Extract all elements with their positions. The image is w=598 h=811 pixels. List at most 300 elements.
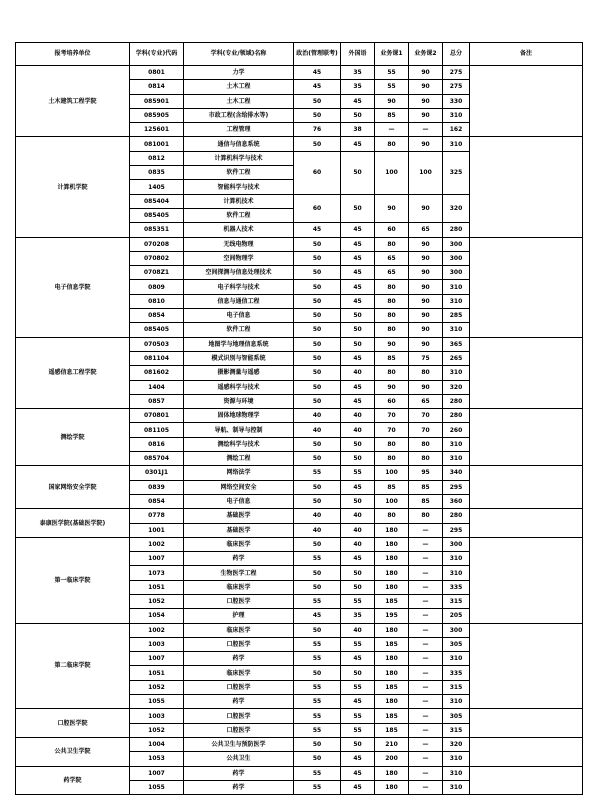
course1-cell: 100	[375, 151, 409, 194]
politics-cell: 55	[294, 780, 341, 794]
total-cell: 300	[443, 251, 470, 265]
name-cell: 网络空间安全	[184, 480, 294, 494]
course2-cell: 80	[409, 366, 443, 380]
foreign-cell: 40	[341, 623, 375, 637]
foreign-cell: 40	[341, 509, 375, 523]
header-course2: 业务课2	[409, 43, 443, 66]
table-row	[16, 409, 583, 423]
code-cell: 081105	[130, 423, 184, 437]
politics-cell: 50	[294, 566, 341, 580]
course1-cell: 85	[375, 480, 409, 494]
politics-cell: 55	[294, 552, 341, 566]
total-cell: 315	[443, 594, 470, 608]
course1-cell: —	[375, 123, 409, 137]
foreign-cell: 35	[341, 80, 375, 94]
remarks-cell	[470, 537, 583, 623]
name-cell: 口腔医学	[184, 680, 294, 694]
course2-cell: 90	[409, 94, 443, 108]
politics-cell: 40	[294, 423, 341, 437]
course1-cell: 180	[375, 623, 409, 637]
name-cell: 软件工程	[184, 208, 294, 222]
code-cell: 1001	[130, 523, 184, 537]
foreign-cell: 55	[341, 637, 375, 651]
department-cell: 遥感信息工程学院	[16, 337, 130, 408]
table-row	[16, 709, 583, 723]
course2-cell: 75	[409, 351, 443, 365]
code-cell: 081104	[130, 351, 184, 365]
code-cell: 070801	[130, 409, 184, 423]
total-cell: 300	[443, 237, 470, 251]
foreign-cell: 50	[341, 337, 375, 351]
politics-cell: 50	[294, 366, 341, 380]
code-cell: 1051	[130, 666, 184, 680]
total-cell: 295	[443, 523, 470, 537]
name-cell: 土木工程	[184, 80, 294, 94]
course1-cell: 60	[375, 394, 409, 408]
course2-cell: 85	[409, 480, 443, 494]
course2-cell: 90	[409, 323, 443, 337]
politics-cell: 50	[294, 623, 341, 637]
foreign-cell: 50	[341, 737, 375, 751]
code-cell: 085405	[130, 208, 184, 222]
total-cell: 310	[443, 137, 470, 151]
course2-cell: 65	[409, 394, 443, 408]
course2-cell: —	[409, 780, 443, 794]
politics-cell: 50	[294, 294, 341, 308]
name-cell: 电子科学与技术	[184, 280, 294, 294]
total-cell: 315	[443, 723, 470, 737]
course2-cell: 90	[409, 294, 443, 308]
code-cell: 0812	[130, 151, 184, 165]
course1-cell: 180	[375, 523, 409, 537]
name-cell: 口腔医学	[184, 723, 294, 737]
code-cell: 085405	[130, 323, 184, 337]
course2-cell: 90	[409, 237, 443, 251]
code-cell: 1073	[130, 566, 184, 580]
politics-cell: 50	[294, 108, 341, 122]
remarks-cell	[470, 709, 583, 738]
politics-cell: 50	[294, 494, 341, 508]
name-cell: 通信与信息系统	[184, 137, 294, 151]
course2-cell: 90	[409, 309, 443, 323]
total-cell: 280	[443, 394, 470, 408]
politics-cell: 50	[294, 309, 341, 323]
course1-cell: 180	[375, 666, 409, 680]
total-cell: 320	[443, 194, 470, 223]
course2-cell: —	[409, 552, 443, 566]
politics-cell: 50	[294, 280, 341, 294]
code-cell: 070802	[130, 251, 184, 265]
politics-cell: 55	[294, 594, 341, 608]
foreign-cell: 45	[341, 266, 375, 280]
total-cell: 265	[443, 351, 470, 365]
code-cell: 1007	[130, 766, 184, 780]
name-cell: 电子信息	[184, 309, 294, 323]
table-row	[16, 66, 583, 80]
name-cell: 药学	[184, 766, 294, 780]
course1-cell: 180	[375, 580, 409, 594]
course1-cell: 90	[375, 380, 409, 394]
remarks-cell	[470, 466, 583, 509]
name-cell: 药学	[184, 695, 294, 709]
header-unit: 报考培养单位	[16, 43, 130, 66]
course1-cell: 185	[375, 680, 409, 694]
foreign-cell: 40	[341, 366, 375, 380]
total-cell: 335	[443, 580, 470, 594]
total-cell: 335	[443, 666, 470, 680]
course2-cell: —	[409, 523, 443, 537]
course1-cell: 60	[375, 223, 409, 237]
course1-cell: 70	[375, 409, 409, 423]
course1-cell: 185	[375, 594, 409, 608]
total-cell: 320	[443, 737, 470, 751]
code-cell: 0809	[130, 280, 184, 294]
course1-cell: 80	[375, 366, 409, 380]
course2-cell: —	[409, 123, 443, 137]
total-cell: 310	[443, 280, 470, 294]
total-cell: 310	[443, 766, 470, 780]
remarks-cell	[470, 409, 583, 466]
course1-cell: 90	[375, 337, 409, 351]
code-cell: 081602	[130, 366, 184, 380]
code-cell: 0810	[130, 294, 184, 308]
foreign-cell: 45	[341, 94, 375, 108]
name-cell: 口腔医学	[184, 709, 294, 723]
name-cell: 临床医学	[184, 666, 294, 680]
foreign-cell: 35	[341, 609, 375, 623]
foreign-cell: 45	[341, 280, 375, 294]
name-cell: 药学	[184, 780, 294, 794]
foreign-cell: 50	[341, 151, 375, 194]
course2-cell: 80	[409, 509, 443, 523]
department-cell: 电子信息学院	[16, 237, 130, 337]
foreign-cell: 38	[341, 123, 375, 137]
name-cell: 公共卫生	[184, 752, 294, 766]
total-cell: 295	[443, 480, 470, 494]
code-cell: 1002	[130, 623, 184, 637]
politics-cell: 50	[294, 237, 341, 251]
politics-cell: 55	[294, 652, 341, 666]
course1-cell: 180	[375, 537, 409, 551]
table-row	[16, 537, 583, 551]
foreign-cell: 45	[341, 137, 375, 151]
remarks-cell	[470, 66, 583, 137]
foreign-cell: 45	[341, 766, 375, 780]
remarks-cell	[470, 623, 583, 709]
course1-cell: 185	[375, 723, 409, 737]
code-cell: 0814	[130, 80, 184, 94]
remarks-cell	[470, 137, 583, 237]
department-cell: 第二临床学院	[16, 623, 130, 709]
name-cell: 软件工程	[184, 166, 294, 180]
name-cell: 无线电物理	[184, 237, 294, 251]
foreign-cell: 55	[341, 709, 375, 723]
course1-cell: 200	[375, 752, 409, 766]
total-cell: 310	[443, 780, 470, 794]
foreign-cell: 50	[341, 309, 375, 323]
politics-cell: 50	[294, 737, 341, 751]
header-remarks: 备注	[470, 43, 583, 66]
politics-cell: 40	[294, 523, 341, 537]
course2-cell: —	[409, 680, 443, 694]
department-cell: 第一临床学院	[16, 537, 130, 623]
total-cell: 280	[443, 223, 470, 237]
total-cell: 320	[443, 380, 470, 394]
name-cell: 网络法学	[184, 466, 294, 480]
politics-cell: 50	[294, 380, 341, 394]
code-cell: 1003	[130, 637, 184, 651]
course2-cell: 90	[409, 380, 443, 394]
remarks-cell	[470, 766, 583, 795]
politics-cell: 50	[294, 94, 341, 108]
foreign-cell: 45	[341, 351, 375, 365]
code-cell: 1007	[130, 552, 184, 566]
foreign-cell: 55	[341, 466, 375, 480]
total-cell: 310	[443, 566, 470, 580]
politics-cell: 60	[294, 194, 341, 223]
total-cell: 205	[443, 609, 470, 623]
name-cell: 公共卫生与预防医学	[184, 737, 294, 751]
name-cell: 地图学与地理信息系统	[184, 337, 294, 351]
course1-cell: 210	[375, 737, 409, 751]
code-cell: 0854	[130, 494, 184, 508]
course1-cell: 80	[375, 309, 409, 323]
code-cell: 1052	[130, 680, 184, 694]
course1-cell: 65	[375, 251, 409, 265]
politics-cell: 45	[294, 609, 341, 623]
foreign-cell: 50	[341, 494, 375, 508]
total-cell: 310	[443, 108, 470, 122]
course1-cell: 180	[375, 766, 409, 780]
code-cell: 1051	[130, 580, 184, 594]
course2-cell: —	[409, 537, 443, 551]
table-row	[16, 466, 583, 480]
course1-cell: 100	[375, 466, 409, 480]
course2-cell: 95	[409, 466, 443, 480]
course2-cell: 90	[409, 80, 443, 94]
code-cell: 1002	[130, 537, 184, 551]
total-cell: 285	[443, 309, 470, 323]
total-cell: 260	[443, 423, 470, 437]
code-cell: 0835	[130, 166, 184, 180]
course1-cell: 180	[375, 780, 409, 794]
code-cell: 1003	[130, 709, 184, 723]
course1-cell: 195	[375, 609, 409, 623]
politics-cell: 55	[294, 709, 341, 723]
course1-cell: 80	[375, 237, 409, 251]
department-cell: 药学院	[16, 766, 130, 795]
code-cell: 085404	[130, 194, 184, 208]
course2-cell: —	[409, 666, 443, 680]
politics-cell: 45	[294, 66, 341, 80]
foreign-cell: 50	[341, 666, 375, 680]
total-cell: 365	[443, 337, 470, 351]
total-cell: 315	[443, 680, 470, 694]
foreign-cell: 45	[341, 695, 375, 709]
politics-cell: 60	[294, 151, 341, 194]
course1-cell: 85	[375, 108, 409, 122]
politics-cell: 50	[294, 266, 341, 280]
name-cell: 智能科学与技术	[184, 180, 294, 194]
foreign-cell: 50	[341, 323, 375, 337]
politics-cell: 50	[294, 666, 341, 680]
total-cell: 305	[443, 637, 470, 651]
code-cell: 0854	[130, 309, 184, 323]
course2-cell: 90	[409, 66, 443, 80]
table-row	[16, 337, 583, 351]
course1-cell: 80	[375, 437, 409, 451]
foreign-cell: 55	[341, 723, 375, 737]
foreign-cell: 50	[341, 437, 375, 451]
name-cell: 市政工程(含给排水等)	[184, 108, 294, 122]
course1-cell: 100	[375, 494, 409, 508]
course2-cell: —	[409, 609, 443, 623]
foreign-cell: 40	[341, 537, 375, 551]
foreign-cell: 50	[341, 108, 375, 122]
course2-cell: —	[409, 709, 443, 723]
total-cell: 330	[443, 94, 470, 108]
politics-cell: 50	[294, 480, 341, 494]
code-cell: 1052	[130, 723, 184, 737]
course1-cell: 80	[375, 509, 409, 523]
foreign-cell: 35	[341, 66, 375, 80]
total-cell: 310	[443, 323, 470, 337]
course2-cell: —	[409, 566, 443, 580]
total-cell: 305	[443, 709, 470, 723]
politics-cell: 45	[294, 223, 341, 237]
politics-cell: 50	[294, 137, 341, 151]
course2-cell: 90	[409, 251, 443, 265]
name-cell: 临床医学	[184, 580, 294, 594]
politics-cell: 76	[294, 123, 341, 137]
course1-cell: 180	[375, 566, 409, 580]
course1-cell: 80	[375, 294, 409, 308]
table-row	[16, 766, 583, 780]
politics-cell: 50	[294, 351, 341, 365]
code-cell: 0778	[130, 509, 184, 523]
header-foreign: 外国语	[341, 43, 375, 66]
name-cell: 临床医学	[184, 623, 294, 637]
name-cell: 摄影测量与遥感	[184, 366, 294, 380]
total-cell: 360	[443, 494, 470, 508]
course2-cell: 90	[409, 266, 443, 280]
name-cell: 软件工程	[184, 323, 294, 337]
code-cell: 085901	[130, 94, 184, 108]
code-cell: 1055	[130, 780, 184, 794]
name-cell: 药学	[184, 552, 294, 566]
course2-cell: —	[409, 737, 443, 751]
foreign-cell: 45	[341, 294, 375, 308]
foreign-cell: 45	[341, 480, 375, 494]
remarks-cell	[470, 237, 583, 337]
total-cell: 310	[443, 752, 470, 766]
course2-cell: —	[409, 766, 443, 780]
department-cell: 国家网络安全学院	[16, 466, 130, 509]
code-cell: 070503	[130, 337, 184, 351]
admission-score-table	[15, 42, 582, 795]
course2-cell: —	[409, 580, 443, 594]
header-code: 学科(专业)代码	[130, 43, 184, 66]
table-row	[16, 137, 583, 151]
department-cell: 泰康医学院(基础医学院)	[16, 509, 130, 538]
course1-cell: 180	[375, 695, 409, 709]
foreign-cell: 45	[341, 780, 375, 794]
table-row	[16, 509, 583, 523]
code-cell: 1052	[130, 594, 184, 608]
course1-cell: 90	[375, 94, 409, 108]
foreign-cell: 45	[341, 752, 375, 766]
course2-cell: 80	[409, 437, 443, 451]
department-cell: 公共卫生学院	[16, 737, 130, 766]
department-cell: 口腔医学院	[16, 709, 130, 738]
total-cell: 310	[443, 294, 470, 308]
foreign-cell: 40	[341, 423, 375, 437]
foreign-cell: 40	[341, 409, 375, 423]
course2-cell: —	[409, 637, 443, 651]
total-cell: 300	[443, 537, 470, 551]
course1-cell: 90	[375, 194, 409, 223]
total-cell: 310	[443, 552, 470, 566]
name-cell: 口腔医学	[184, 637, 294, 651]
table-row	[16, 237, 583, 251]
code-cell: 0708Z1	[130, 266, 184, 280]
code-cell: 0801	[130, 66, 184, 80]
name-cell: 遥感科学与技术	[184, 380, 294, 394]
code-cell: 0857	[130, 394, 184, 408]
header-row	[16, 43, 583, 66]
total-cell: 340	[443, 466, 470, 480]
name-cell: 测绘科学与技术	[184, 437, 294, 451]
total-cell: 275	[443, 66, 470, 80]
course2-cell: —	[409, 752, 443, 766]
total-cell: 310	[443, 452, 470, 466]
course2-cell: 100	[409, 151, 443, 194]
politics-cell: 40	[294, 509, 341, 523]
table-row	[16, 737, 583, 751]
code-cell: 1053	[130, 752, 184, 766]
course1-cell: 80	[375, 280, 409, 294]
remarks-cell	[470, 509, 583, 538]
foreign-cell: 45	[341, 380, 375, 394]
name-cell: 工程管理	[184, 123, 294, 137]
name-cell: 空间物理学	[184, 251, 294, 265]
politics-cell: 55	[294, 637, 341, 651]
course2-cell: —	[409, 723, 443, 737]
politics-cell: 55	[294, 723, 341, 737]
name-cell: 信息与通信工程	[184, 294, 294, 308]
code-cell: 081001	[130, 137, 184, 151]
name-cell: 资源与环境	[184, 394, 294, 408]
course2-cell: —	[409, 695, 443, 709]
politics-cell: 55	[294, 695, 341, 709]
course2-cell: 90	[409, 337, 443, 351]
foreign-cell: 45	[341, 552, 375, 566]
course2-cell: 90	[409, 137, 443, 151]
course2-cell: —	[409, 594, 443, 608]
department-cell: 土木建筑工程学院	[16, 66, 130, 137]
foreign-cell: 55	[341, 594, 375, 608]
politics-cell: 50	[294, 337, 341, 351]
course1-cell: 85	[375, 351, 409, 365]
total-cell: 310	[443, 652, 470, 666]
foreign-cell: 45	[341, 394, 375, 408]
name-cell: 药学	[184, 652, 294, 666]
foreign-cell: 40	[341, 523, 375, 537]
total-cell: 275	[443, 80, 470, 94]
course2-cell: —	[409, 652, 443, 666]
name-cell: 空间探测与信息处理技术	[184, 266, 294, 280]
course1-cell: 55	[375, 66, 409, 80]
